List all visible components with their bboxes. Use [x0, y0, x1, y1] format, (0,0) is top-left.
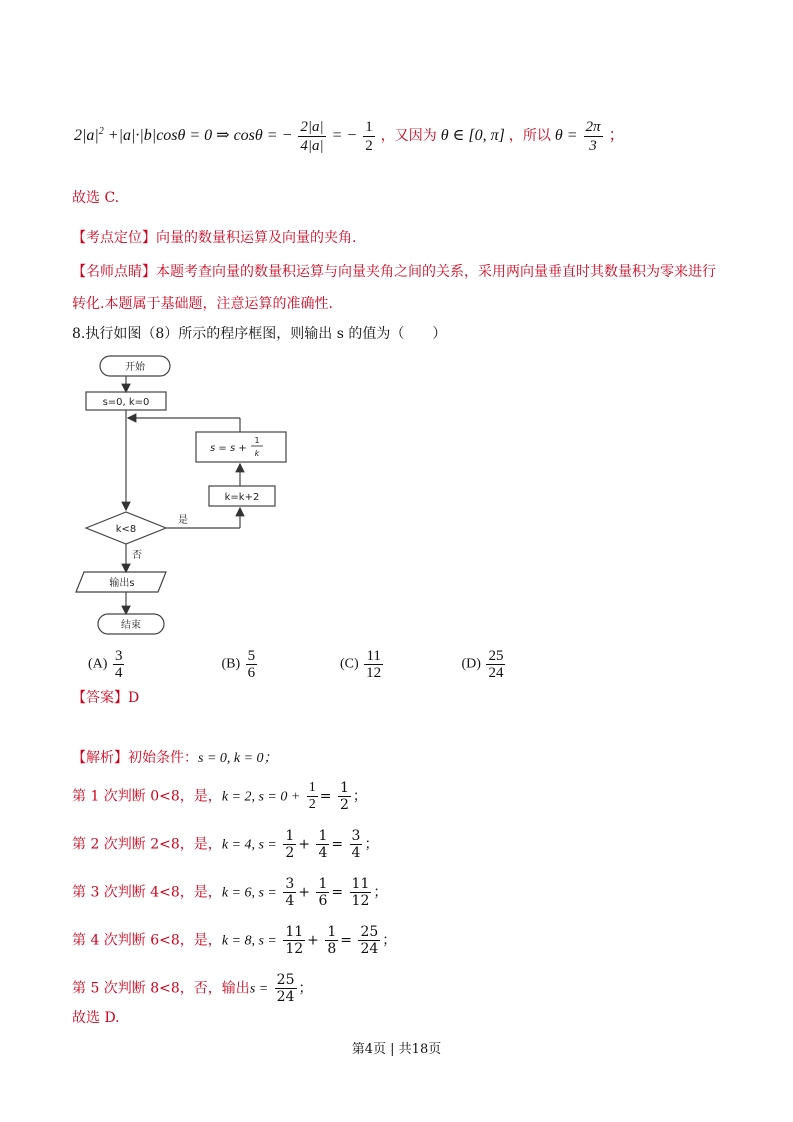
analysis-head: [72, 748, 278, 769]
mingshi-line2: 转化.本题属于基础题，注意运算的准确性.: [72, 296, 333, 312]
step-1-f1n: 1: [308, 780, 316, 795]
eq-plus: +|a|·|b|cosθ = 0 ⇒ cosθ = −: [107, 127, 293, 145]
option-c-label: (C): [340, 656, 359, 672]
option-d-num: 25: [488, 648, 504, 664]
step-4-f2d: 8: [327, 941, 337, 957]
step-1-rd: 2: [339, 797, 349, 813]
step-5-prefix: 第 5 次判断 8<8，否，输出: [72, 980, 250, 997]
eq-theta: θ =: [554, 127, 578, 145]
top-equation: [74, 118, 625, 155]
option-b-num: 5: [247, 648, 256, 664]
mingshi-line1: 【名师点睛】本题考查向量的数量积运算与向量夹角之间的关系，采用两向量垂直时其数量积为零来进行: [72, 264, 716, 280]
flow-update-k-label: k=k+2: [224, 492, 260, 503]
step-2-end: ；: [364, 836, 379, 853]
step-5-end: ；: [298, 980, 313, 997]
step-2: 第 2 次判断 2<8，是，k = 4, s = $\frac{1}{2}$ + $\frac{1}{4}$ = $\frac{3}{4}$ ；: [72, 828, 379, 861]
analysis-head-text: 【解析】初始条件：: [72, 750, 198, 766]
option-b-label: (B): [221, 656, 241, 672]
eq-half-num: 1: [365, 119, 373, 135]
eq-because: ，又因为: [380, 128, 437, 145]
step-2-k: k = 4, s =: [221, 837, 277, 853]
step-3-rn: 11: [351, 876, 370, 892]
flow-no-label: 否: [132, 550, 142, 561]
step-1-prefix: 第 1 次判断 0<8，是，: [72, 788, 222, 805]
option-c-num: 11: [364, 648, 383, 665]
step-3-k: k = 6, s =: [221, 885, 277, 901]
eq-frac-den: 4|a|: [300, 138, 324, 154]
options: [88, 648, 562, 681]
eq-ans-den: 3: [589, 138, 597, 154]
step-3-rd: 12: [351, 893, 370, 909]
option-d-den: 24: [488, 665, 504, 681]
kaodian: 【考点定位】向量的数量积运算及向量的夹角.: [72, 230, 357, 246]
step-2-rn: 3: [351, 828, 361, 844]
step-1-rn: 1: [339, 780, 349, 796]
step-3-prefix: 第 3 次判断 4<8，是，: [72, 884, 222, 901]
step-5: [72, 972, 396, 1020]
eq-half-sign: = −: [331, 127, 358, 145]
step-2-f1d: 2: [285, 845, 295, 861]
page-footer: 第4页 | 共18页: [351, 1042, 442, 1057]
flow-condition-label: k<8: [115, 524, 137, 535]
flow-end-label: 结束: [121, 620, 141, 631]
step-3: 第 3 次判断 4<8，是，k = 6, s = $\frac{3}{4}$ + $\frac{1}{6}$ = $\frac{11}{12}$ ；: [72, 876, 388, 909]
select-c: 故选 C.: [72, 190, 120, 206]
step-1-k: k = 2, s = 0 +: [221, 789, 301, 805]
step-4-f2n: 1: [327, 924, 337, 940]
eq-ans-num: 2π: [585, 119, 601, 135]
option-a-den: 4: [114, 665, 123, 681]
analysis-init: s = 0, k = 0；: [198, 751, 278, 766]
eq-lhs: 2|a|: [74, 127, 99, 145]
flow-update-s-den: k: [254, 449, 260, 458]
step-1-end: ；: [352, 788, 367, 805]
option-b-den: 6: [247, 665, 256, 681]
flowchart: [70, 350, 310, 645]
step-2-f2d: 4: [318, 845, 328, 861]
eq-answer-frac: [584, 118, 603, 155]
step-2-f2n: 1: [318, 828, 328, 844]
step-3-f2d: 6: [318, 893, 328, 909]
option-a: [88, 648, 218, 681]
eq-range: θ ∈ [0, π]: [440, 127, 505, 145]
eq-fraction: [298, 118, 325, 155]
step-3-f1n: 3: [285, 876, 295, 892]
option-d-label: (D): [461, 656, 481, 672]
option-d: [462, 648, 562, 681]
option-c-den: 12: [366, 665, 382, 681]
flow-update-s-label: s = s +: [210, 443, 247, 454]
step-3-end: ；: [373, 884, 388, 901]
flow-yes-label: 是: [178, 515, 188, 526]
eq-so: ，所以: [508, 128, 551, 145]
eq-semicolon: ；: [608, 127, 625, 145]
steps: [72, 780, 396, 1020]
option-b: [222, 648, 337, 681]
step-3-f2n: 1: [318, 876, 328, 892]
option-a-label: (A): [88, 656, 108, 672]
question: 8.执行如图（8）所示的程序框图，则输出 s 的值为（ ）: [72, 326, 447, 342]
step-5-s: s =: [249, 981, 269, 997]
step-4-prefix: 第 4 次判断 6<8，是，: [72, 932, 222, 949]
eq-half-den: 2: [365, 138, 373, 154]
step-2-rd: 4: [351, 845, 361, 861]
flow-start-label: 开始: [125, 362, 145, 373]
step-5-num: 25: [276, 972, 295, 988]
step-2-f1n: 1: [285, 828, 295, 844]
step-1: 第 1 次判断 0<8，是，k = 2, s = 0 + $\frac{1}{2}$ = $\frac{1}{2}$ ；: [72, 780, 367, 813]
step-4-f1n: 11: [285, 924, 304, 940]
eq-square: 2: [98, 125, 104, 137]
option-a-num: 3: [114, 648, 123, 664]
step-4-rn: 25: [360, 924, 379, 940]
option-c: [340, 648, 458, 681]
select-d: 故选 D.: [72, 1010, 120, 1026]
step-1-f1d: 2: [308, 797, 316, 812]
flow-update-s-num: 1: [254, 436, 260, 445]
eq-half: [363, 118, 375, 155]
step-5-den: 24: [276, 989, 295, 1005]
step-2-prefix: 第 2 次判断 2<8，是，: [72, 836, 222, 853]
step-4-k: k = 8, s =: [221, 933, 277, 949]
step-4-rd: 24: [360, 941, 379, 957]
flow-output-label: 输出s: [109, 578, 135, 589]
flow-init-label: s=0, k=0: [102, 397, 150, 408]
answer: 【答案】D: [72, 690, 140, 706]
step-4: 第 4 次判断 6<8，是，k = 8, s = $\frac{11}{12}$ + $\frac{1}{8}$ = $\frac{25}{24}$ ；: [72, 924, 397, 957]
step-3-f1d: 4: [285, 893, 295, 909]
step-4-f1d: 12: [285, 941, 304, 957]
eq-frac-num: 2|a|: [300, 119, 324, 135]
step-4-end: ；: [382, 932, 397, 949]
